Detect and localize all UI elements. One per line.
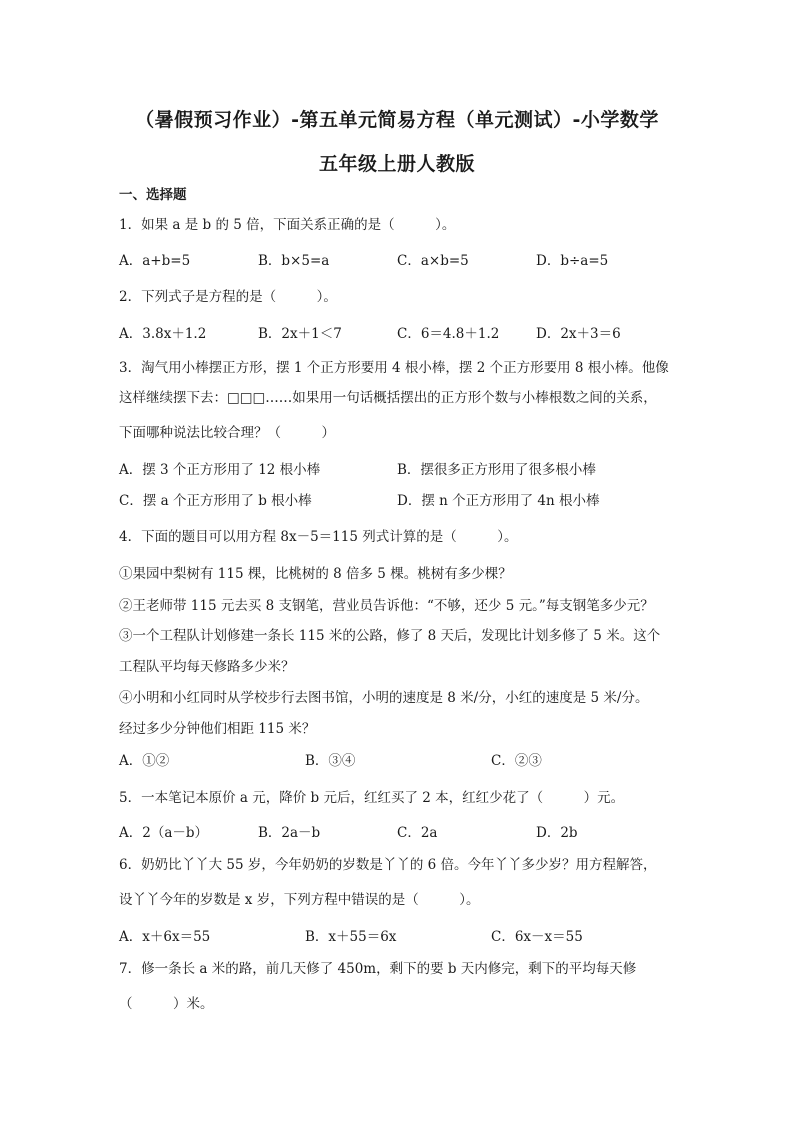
question-1-option-c: C．a×b=5 <box>397 253 469 269</box>
question-3-stem-line1: 3．淘气用小棒摆正方形，摆 1 个正方形要用 4 根小棒，摆 2 个正方形要用 8 根小棒。他像 <box>119 360 669 376</box>
question-2-option-c: C．6＝4.8＋1.2 <box>397 326 500 342</box>
question-4-option-a: A．①② <box>119 753 170 769</box>
question-7-stem-line2: （ ）米。 <box>119 996 214 1012</box>
question-5-option-c: C．2a <box>397 825 438 841</box>
question-1-stem: 1．如果 a 是 b 的 5 倍，下面关系正确的是（ ）。 <box>119 217 456 233</box>
question-6-option-b: B．x＋55＝6x <box>305 929 397 945</box>
question-4-item-4-line2: 经过多少分钟他们相距 115 米？ <box>119 721 316 737</box>
question-4-item-3-line1: ③一个工程队计划修建一条长 115 米的公路，修了 8 天后，发现比计划多修了 5 米。这个 <box>119 628 661 644</box>
question-5-option-d: D．2b <box>536 825 578 841</box>
section-heading: 一、选择题 <box>119 187 187 203</box>
page-title-line1: （暑假预习作业）-第五单元简易方程（单元测试）-小学数学 <box>135 109 659 131</box>
question-1-option-d: D．b÷a=5 <box>536 253 609 269</box>
question-2-option-b: B．2x＋1＜7 <box>258 326 342 342</box>
question-6-stem-line1: 6．奶奶比丫丫大 55 岁，今年奶奶的岁数是丫丫的 6 倍。今年丫丫多少岁？用方程解答， <box>119 857 657 873</box>
question-1-option-b: B．b×5=a <box>258 253 330 269</box>
question-3-option-b: B．摆很多正方形用了很多根小棒 <box>397 462 596 478</box>
question-1-option-a: A．a+b=5 <box>119 253 191 269</box>
question-5-option-b: B．2a－b <box>258 825 321 841</box>
question-4-item-3-line2: 工程队平均每天修路多少米？ <box>119 659 295 675</box>
question-4-item-1: ①果园中梨树有 115 棵，比桃树的 8 倍多 5 棵。桃树有多少棵？ <box>119 566 512 582</box>
question-2-stem: 2．下列式子是方程的是（ ）。 <box>119 289 337 305</box>
question-6-option-c: C．6x－x＝55 <box>491 929 583 945</box>
question-3-stem-line2: 这样继续摆下去：□□□……如果用一句话概括摆出的正方形个数与小棒根数之间的关系， <box>119 390 657 406</box>
question-4-item-4-line1: ④小明和小红同时从学校步行去图书馆，小明的速度是 8 米/分，小红的速度是 5 米/分。 <box>119 690 649 706</box>
question-3-option-a: A．摆 3 个正方形用了 12 根小棒 <box>119 462 321 478</box>
question-6-option-a: A．x＋6x＝55 <box>119 929 211 945</box>
question-4-item-2: ②王老师带 115 元去买 8 支钢笔，营业员告诉他：“不够，还少 5 元。”每支钢笔多少元？ <box>119 598 654 614</box>
question-5-stem: 5．一本笔记本原价 a 元，降价 b 元后，红红买了 2 本，红红少花了（ ）元。 <box>119 790 625 806</box>
question-4-option-b: B．③④ <box>305 753 356 769</box>
page-title-line2: 五年级上册人教版 <box>318 153 475 175</box>
question-4-option-c: C．②③ <box>491 753 542 769</box>
question-2-option-a: A．3.8x＋1.2 <box>119 326 207 342</box>
question-3-option-d: D．摆 n 个正方形用了 4n 根小棒 <box>397 493 600 509</box>
question-2-option-d: D．2x＋3＝6 <box>536 326 621 342</box>
question-7-stem-line1: 7．修一条长 a 米的路，前几天修了 450m，剩下的要 b 天内修完，剩下的平均每天修 <box>119 961 637 977</box>
question-3-option-c: C．摆 a 个正方形用了 b 根小棒 <box>119 493 312 509</box>
question-3-stem-line3: 下面哪种说法比较合理？（ ） <box>119 425 335 441</box>
question-5-option-a: A．2（a－b） <box>119 825 209 841</box>
question-4-stem: 4．下面的题目可以用方程 8x－5＝115 列式计算的是（ ）。 <box>119 529 518 545</box>
question-6-stem-line2: 设丫丫今年的岁数是 x 岁，下列方程中错误的是（ ）。 <box>119 892 480 908</box>
